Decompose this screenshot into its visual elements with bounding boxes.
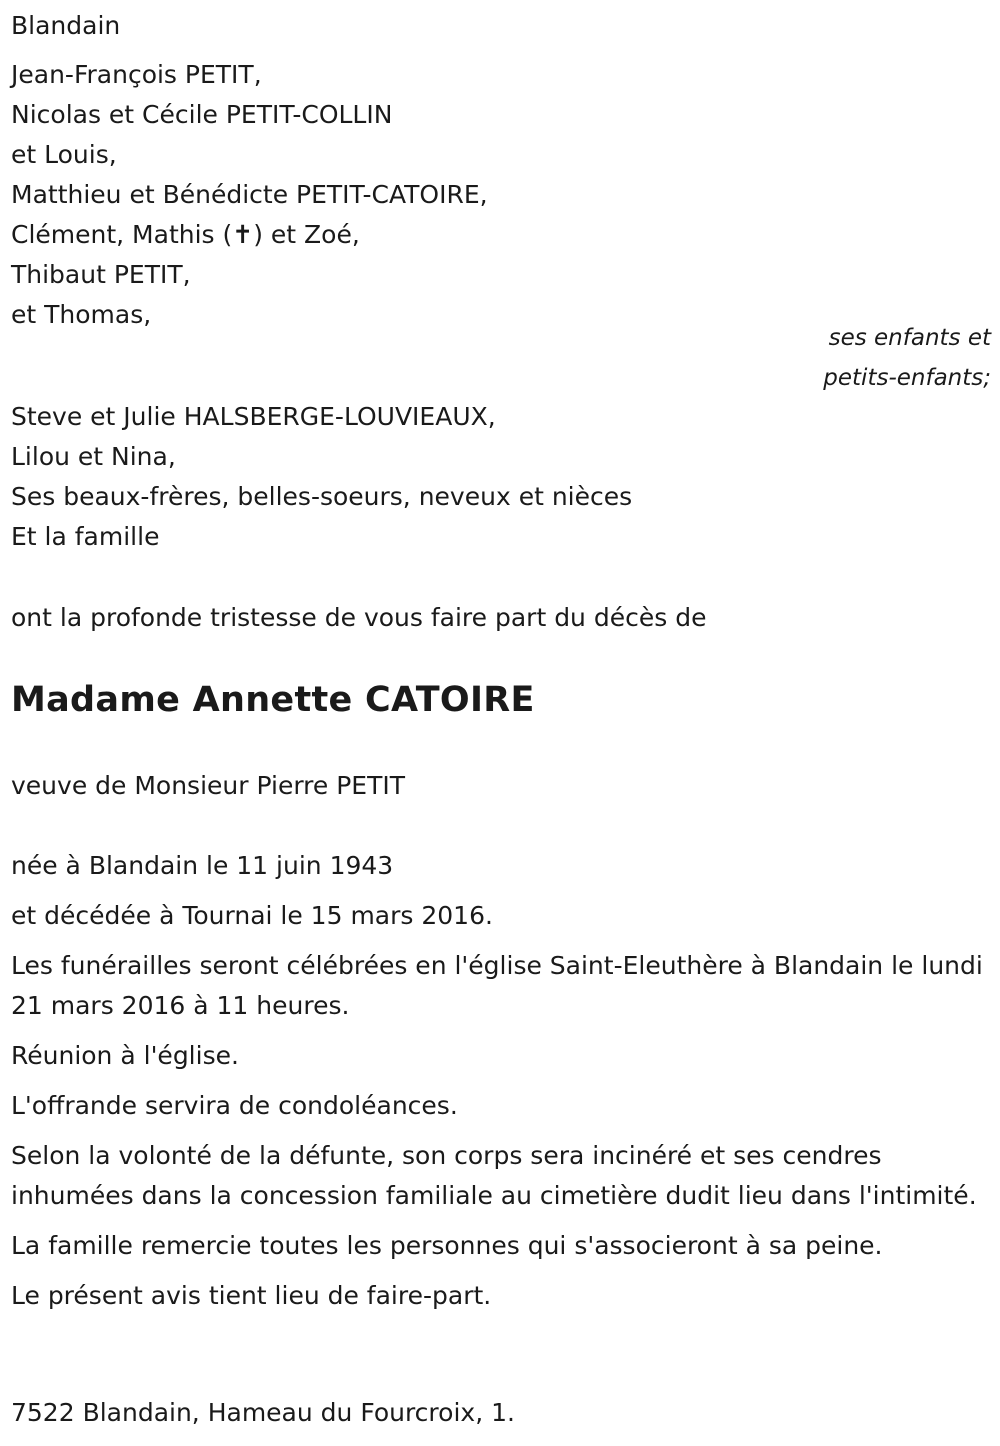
family-member: Thibaut PETIT, — [11, 260, 191, 289]
detail-paragraph: et décédée à Tournai le 15 mars 2016. — [11, 901, 493, 930]
family-member: Jean-François PETIT, — [11, 60, 262, 89]
family-list — [11, 55, 488, 335]
detail-paragraph: Réunion à l'église. — [11, 1041, 239, 1070]
relation-caption — [823, 318, 991, 398]
detail-paragraph: La famille remercie toutes les personnes qui s'associeront à sa peine. — [11, 1231, 883, 1260]
family-member: Lilou et Nina, — [11, 442, 176, 471]
notice-details — [11, 846, 986, 1326]
deceased-name: Madame Annette CATOIRE — [11, 680, 535, 720]
relation-line: petits-enfants; — [823, 365, 991, 391]
family-member: et Louis, — [11, 140, 117, 169]
family-member: Nicolas et Cécile PETIT-COLLIN — [11, 100, 393, 129]
family-member: Matthieu et Bénédicte PETIT-CATOIRE, — [11, 180, 488, 209]
family-member: Clément, Mathis (✝) et Zoé, — [11, 220, 360, 249]
family-member: et Thomas, — [11, 300, 152, 329]
detail-paragraph: Le présent avis tient lieu de faire-part. — [11, 1281, 492, 1310]
announcement-intro: ont la profonde tristesse de vous faire part du décès de — [11, 603, 707, 632]
widow-line: veuve de Monsieur Pierre PETIT — [11, 771, 406, 800]
detail-paragraph: L'offrande servira de condoléances. — [11, 1091, 458, 1120]
detail-paragraph: née à Blandain le 11 juin 1943 — [11, 851, 394, 880]
family-member: Steve et Julie HALSBERGE-LOUVIEAUX, — [11, 402, 496, 431]
town-heading: Blandain — [11, 11, 121, 40]
detail-paragraph: Les funérailles seront célébrées en l'église Saint-Eleuthère à Blandain le lundi 21 mars 2016 à 11 heures. — [11, 951, 983, 1020]
family-member: Et la famille — [11, 522, 160, 551]
family-address: 7522 Blandain, Hameau du Fourcroix, 1. — [11, 1398, 515, 1427]
relation-line: ses enfants et — [828, 325, 991, 351]
family-member: Ses beaux-frères, belles-soeurs, neveux et nièces — [11, 482, 633, 511]
detail-paragraph: Selon la volonté de la défunte, son corps sera incinéré et ses cendres inhumées dans la concession familiale au cimetière dudit lieu dans l'intimité. — [11, 1141, 977, 1210]
extended-family-list — [11, 397, 632, 557]
